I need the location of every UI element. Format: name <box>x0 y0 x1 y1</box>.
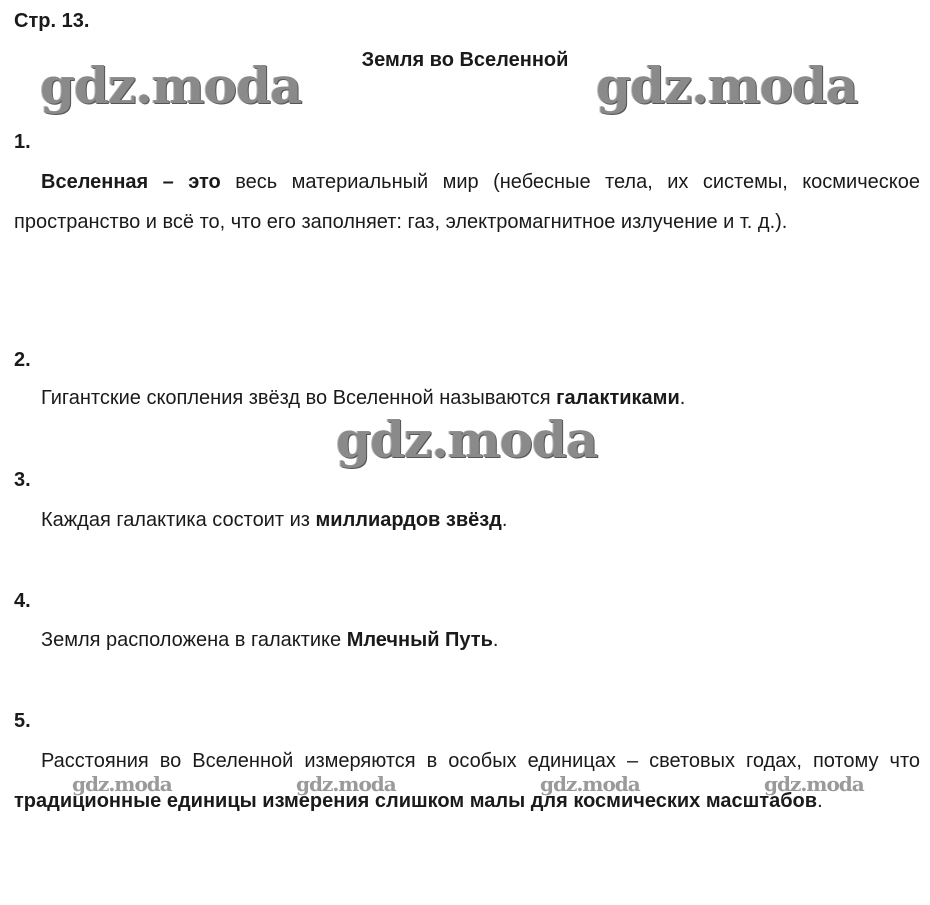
answer-paragraph <box>14 741 920 821</box>
watermark-logo: gdz.moda <box>596 56 858 115</box>
answer-term: Вселенная – это <box>41 171 221 193</box>
answer-text: . <box>817 790 823 812</box>
answer-paragraph <box>14 620 920 660</box>
answer-text: . <box>501 509 508 531</box>
section-number: 1. <box>14 131 31 153</box>
page-number: Стр. 13. <box>14 10 90 32</box>
answer-text: Земля расположена в галактике <box>41 629 347 651</box>
answer-term: Млечный Путь <box>346 629 493 651</box>
answer-paragraph <box>14 378 920 418</box>
answer-text: Расстояния во Вселенной измеряются в особых единицах – световых годах, потому что <box>41 750 920 772</box>
answer-term: миллиардов звёзд <box>315 509 502 531</box>
answer-paragraph <box>14 162 920 242</box>
section-number: 4. <box>14 590 31 612</box>
answer-text: . <box>492 629 499 651</box>
watermark-logo: gdz.moda <box>764 772 864 796</box>
answer-text: Гигантские скопления звёзд во Вселенной называются <box>41 387 557 409</box>
watermark-logo: gdz.moda <box>40 56 302 115</box>
section-number: 2. <box>14 349 31 371</box>
section-number: 5. <box>14 710 31 732</box>
answer-text: . <box>679 387 686 409</box>
section-number: 3. <box>14 469 31 491</box>
answer-paragraph <box>14 500 920 540</box>
watermark-logo: gdz.moda <box>540 772 640 796</box>
watermark-logo: gdz.moda <box>72 772 172 796</box>
answer-text: весь материальный мир (небесные тела, их системы, космическое пространство и всё то, что его заполняет: газ, электромагнитное излучение и т. д.). <box>14 171 920 233</box>
watermark-logo: gdz.moda <box>336 410 598 469</box>
answer-term: традиционные единицы измерения слишком малы для космических масштабов <box>14 790 818 812</box>
watermark-logo: gdz.moda <box>296 772 396 796</box>
page-title: Земля во Вселенной <box>361 49 569 71</box>
answer-term: галактиками <box>556 387 680 409</box>
answer-text: Каждая галактика состоит из <box>41 509 316 531</box>
